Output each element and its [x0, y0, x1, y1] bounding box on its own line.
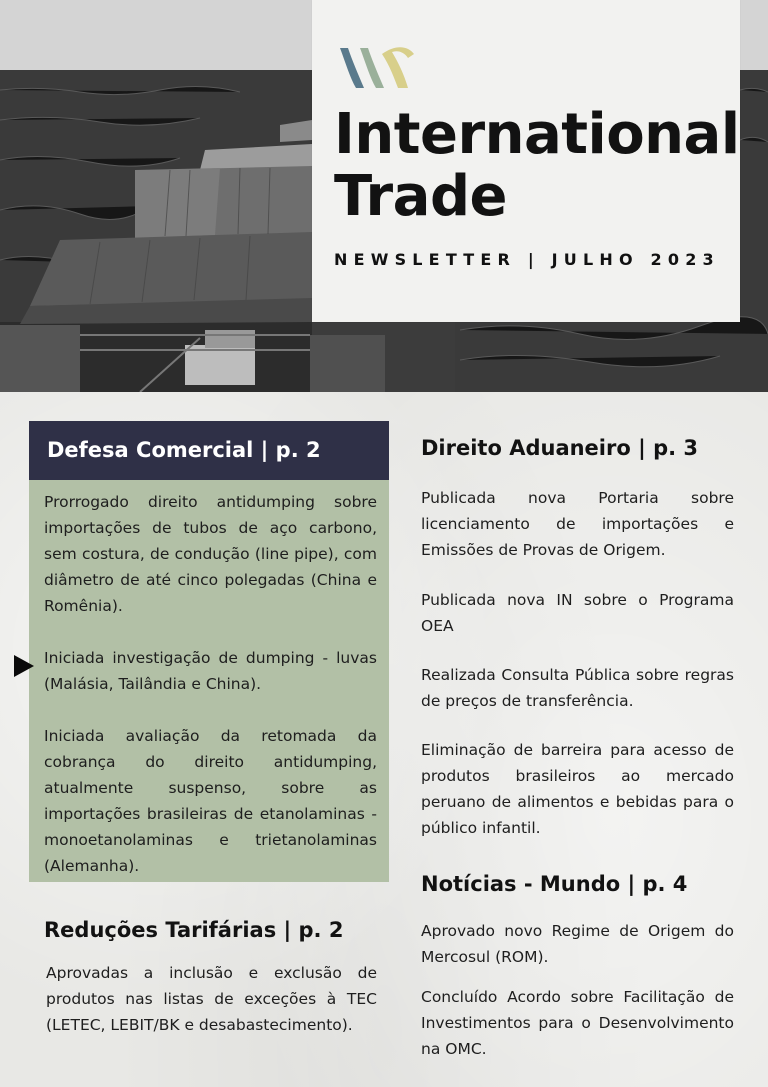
play-arrow-icon — [14, 655, 34, 677]
aduaneiro-item-4: Eliminação de barreira para acesso de produtos brasileiros ao mercado peruano de alimentos e bebidas para o público infantil. — [421, 741, 734, 837]
newsletter-logo — [338, 44, 420, 90]
reducoes-tarifarias-title: Reduções Tarifárias | p. 2 — [44, 918, 344, 942]
aduaneiro-item-2: Publicada nova IN sobre o Programa OEA — [421, 591, 734, 635]
direito-aduaneiro-title: Direito Aduaneiro | p. 3 — [421, 436, 699, 460]
aduaneiro-item-3-wrap — [421, 662, 734, 714]
defesa-item-3: Iniciada avaliação da retomada da cobrança do direito antidumping, atualmente suspenso, sobre as importações brasileiras de etanolaminas - monoetanolaminas e trietanolaminas (Alemanha). — [44, 727, 377, 875]
aduaneiro-item-3: Realizada Consulta Pública sobre regras de preços de transferência. — [421, 666, 734, 710]
aduaneiro-item-4-wrap — [421, 737, 734, 841]
mundo-item-1-wrap — [421, 918, 734, 970]
defesa-comercial-items — [44, 489, 377, 905]
mundo-item-2: Concluído Acordo sobre Facilitação de Investimentos para o Desenvolvimento na OMC. — [421, 988, 734, 1058]
newsletter-subtitle: NEWSLETTER | JULHO 2023 — [334, 250, 720, 269]
reducoes-item-1: Aprovadas a inclusão e exclusão de produtos nas listas de exceções à TEC (LETEC, LEBIT/BK e desabastecimento). — [46, 964, 377, 1034]
defesa-item-1: Prorrogado direito antidumping sobre importações de tubos de aço carbono, sem costura, de condução (line pipe), com diâmetro de até cinco polegadas (China e Romênia). — [44, 493, 377, 615]
title-line-1: International — [334, 102, 740, 167]
title-line-2: Trade — [334, 164, 508, 229]
mundo-item-2-wrap — [421, 984, 734, 1062]
aduaneiro-item-1: Publicada nova Portaria sobre licenciamento de importações e Emissões de Provas de Origem. — [421, 489, 734, 559]
title-card — [312, 0, 740, 322]
noticias-mundo-title: Notícias - Mundo | p. 4 — [421, 872, 688, 896]
mundo-item-1: Aprovado novo Regime de Origem do Mercosul (ROM). — [421, 922, 734, 966]
defesa-item-2: Iniciada investigação de dumping - luvas (Malásia, Tailândia e China). — [44, 649, 377, 693]
newsletter-title — [334, 104, 740, 228]
aduaneiro-item-1-wrap — [421, 485, 734, 563]
defesa-comercial-section — [29, 421, 389, 882]
defesa-comercial-title: Defesa Comercial | p. 2 — [29, 421, 389, 480]
aduaneiro-item-2-wrap — [421, 587, 734, 639]
